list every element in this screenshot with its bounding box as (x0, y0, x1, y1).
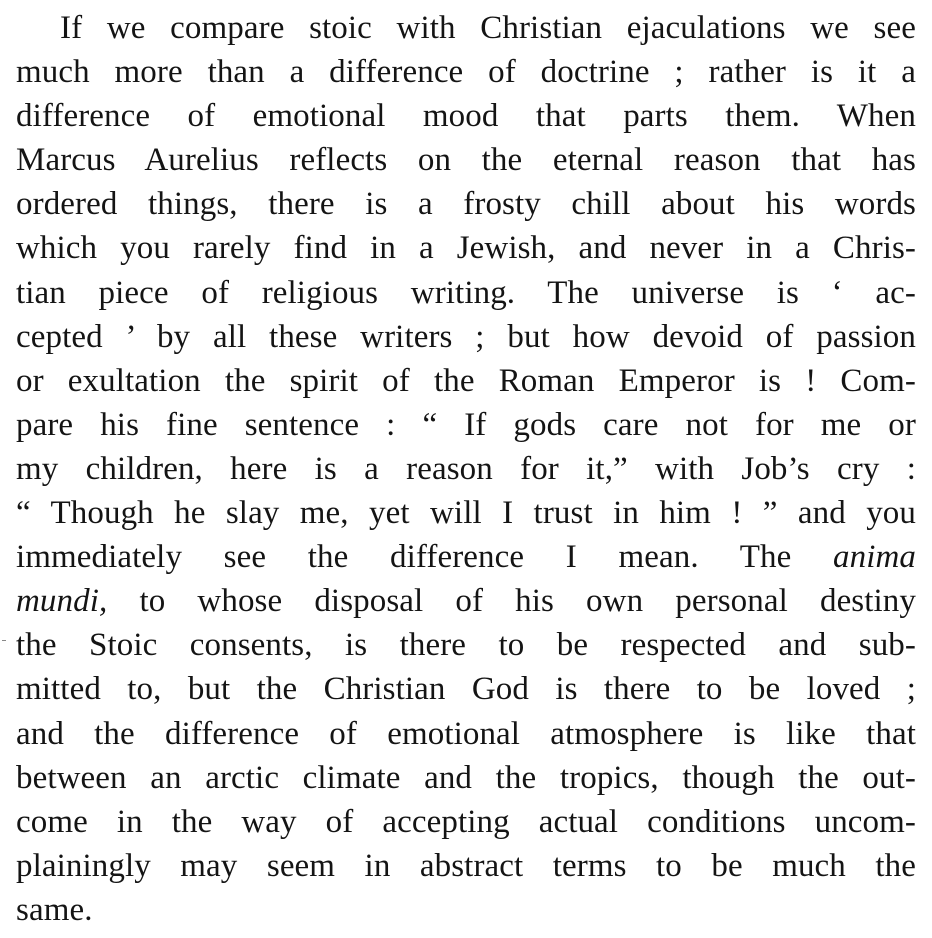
text-segment: ordered things, there is a frosty chill about his words (16, 186, 916, 223)
text-segment: If we compare stoic with Christian ejaculations we see (60, 10, 916, 46)
text-segment: my children, here is a reason for it,” with Job’s cry : (16, 450, 916, 487)
text-segment: cepted ’ by all these writers ; but how devoid of passion (16, 318, 916, 355)
text-segment: same. (16, 891, 93, 928)
text-line (16, 844, 916, 888)
text-line (16, 138, 916, 182)
text-line (16, 491, 916, 535)
text-segment: which you rarely find in a Jewish, and never in a Chris- (16, 230, 916, 267)
text-line (16, 667, 916, 711)
text-line (16, 888, 916, 932)
text-segment: pare his fine sentence : “ If gods care not for me or (16, 406, 916, 443)
text-line (16, 50, 916, 94)
text-line (16, 535, 916, 579)
text-line (16, 623, 916, 667)
text-line (16, 800, 916, 844)
text-segment: the Stoic consents, is there to be respected and sub- (16, 627, 916, 664)
text-segment: mitted to, but the Christian God is there to be loved ; (16, 671, 916, 708)
text-line (16, 182, 916, 226)
text-segment: tian piece of religious writing. The universe is ‘ ac- (16, 274, 916, 311)
text-segment: plainingly may seem in abstract terms to be much the (16, 847, 916, 884)
text-segment: immediately see the difference I mean. The (16, 539, 833, 576)
text-line (16, 271, 916, 315)
italic-text-segment: mundi, (16, 583, 108, 620)
text-segment: Marcus Aurelius reflects on the eternal reason that has (16, 142, 916, 179)
text-line (16, 6, 916, 50)
text-segment: between an arctic climate and the tropics, though the out- (16, 759, 916, 796)
italic-text-segment: anima (833, 539, 916, 576)
text-line (16, 359, 916, 403)
text-line (16, 756, 916, 800)
text-line (16, 579, 916, 623)
text-line (16, 315, 916, 359)
text-line (16, 403, 916, 447)
text-segment: or exultation the spirit of the Roman Emperor is ! Com- (16, 362, 916, 399)
text-line (16, 447, 916, 491)
paragraph (16, 6, 916, 932)
text-segment: much more than a difference of doctrine ; rather is it a (16, 54, 916, 91)
text-line (16, 226, 916, 270)
text-segment: to whose disposal of his own personal destiny (107, 583, 916, 620)
text-segment: “ Though he slay me, yet will I trust in him ! ” and you (16, 495, 916, 532)
text-segment: and the difference of emotional atmosphere is like that (16, 715, 916, 752)
text-segment: difference of emotional mood that parts them. When (16, 98, 916, 135)
text-segment: come in the way of accepting actual conditions uncom- (16, 803, 916, 840)
text-line (16, 712, 916, 756)
text-line (16, 94, 916, 138)
margin-mark (2, 640, 6, 641)
